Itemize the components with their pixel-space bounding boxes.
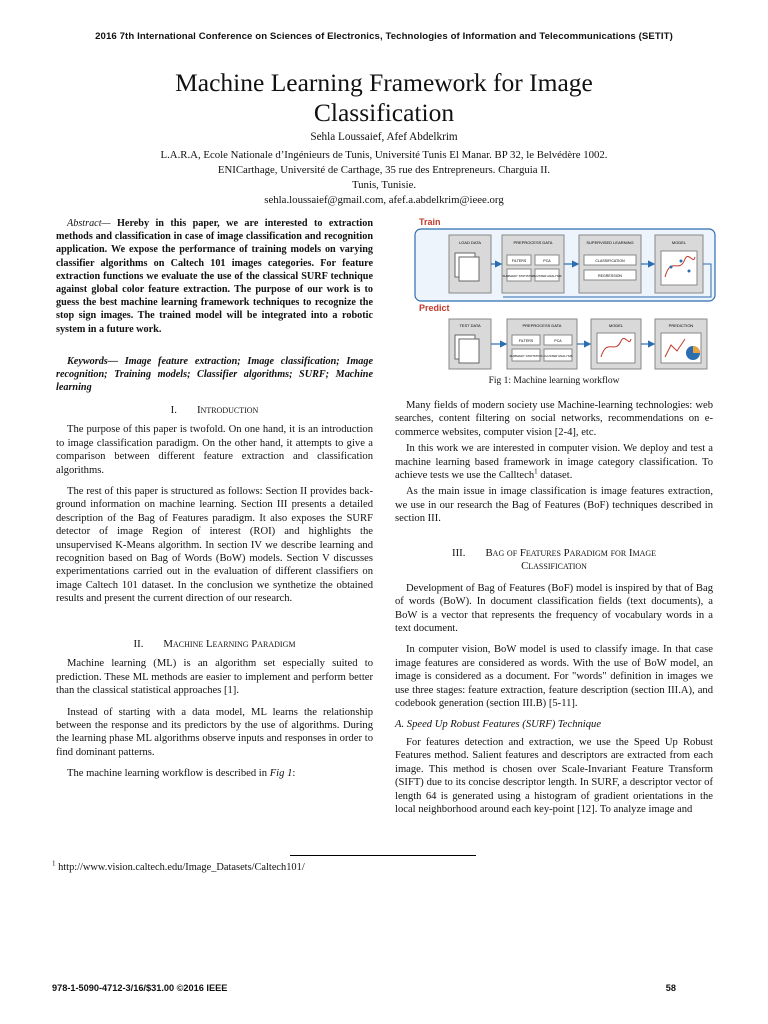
affiliation-3: Tunis, Tunisie. [351,179,417,191]
cluster-label: CLUSTER ANALYSIS [532,274,562,278]
predict-label: Predict [419,303,450,313]
figure-ml-workflow [413,215,717,372]
paragraph: The purpose of this paper is twofold. On one hand, it is an introduction to image classification paradigm. On the other hand, it attempts to give a comparison between different feature extraction and classification algorithms. [56,424,373,476]
section-introduction [56,404,373,612]
paragraph-end: : [292,768,296,780]
regression-label: REGRESSION [598,274,622,278]
affiliation-1: L.A.R.A, Ecole Nationale d’Ingénieurs de Tunis, Université Tunis El Manar. BP 32, le Belvédère 1002. [160,149,608,161]
paragraph: Instead of starting with a data model, ML learns the relationship between the response and its predictors by the use of algorithms. During the learning phase ML algorithms observe inputs and responses in order to find dominant patterns. [56,706,373,758]
section-number: I. [170,404,177,416]
section-heading-3 [395,547,713,574]
paragraph: Machine learning (ML) is an algorithm set especially suited to prediction. These ML methods are easier to implement and perform better than the classical statistical approaches [1]. [56,658,373,697]
footnote-number: 1 [52,859,56,868]
predict-filters-label: FILTERS [518,339,534,343]
paragraph [56,767,373,780]
paragraph-text: In this work we are interested in computer vision. We deploy and test a machine learning based framework in image category classification. To achieve tests we use the Calltech [395,443,713,482]
section-ml-paradigm [56,638,373,787]
author-emails: sehla.loussaief@gmail.com, afef.a.abdelkrim@ieee.org [264,194,504,206]
subsection-heading-a: A. Speed Up Robust Features (SURF) Technique [395,719,602,731]
paragraph: Many fields of modern society use Machine-learning technologies: web searches, content filtering on social networks, recommendations on e-commerce websites, computer vision [2-4], etc. [395,400,713,438]
filters-label: FILTERS [511,259,527,263]
paragraph [395,442,713,482]
predict-summary-label: SUMMARY STATISTICS [509,354,543,358]
isbn-copyright: 978-1-5090-4712-3/16/$31.00 ©2016 IEEE [52,983,228,993]
affiliations [0,148,768,208]
predict-cluster-label: CLUSTER ANALYSIS [543,354,573,358]
paragraph: In computer vision, BoW model is used to classify image. In that case image features are considered as words. With the use of BoW model, an image is considered as a document. For "words" definition in images we use three stages: feature extraction, feature description (section III.A), and codebook generation (section III.B) [5-11]. [395,644,713,710]
abstract-label: Abstract— [67,218,111,229]
predict-preprocess-label: PREPROCESS DATA [522,323,562,328]
workflow-diagram [413,215,717,372]
predict-pca-label: PCA [554,339,562,343]
pca-label: PCA [543,259,551,263]
title-line-2: Classification [313,98,455,127]
test-data-label: TEST DATA [459,323,481,328]
preprocess-label: PREPROCESS DATA [513,240,553,245]
paragraph: For features detection and extraction, we use the Speed Up Robust Features method. Salient features and descriptors are extracted from each image. This method is chosen over Scale-Invariant Feature Transform (SIFT) due to its concise descriptor length. In SURF, a descriptor vector of length 64 is generated using a histogram of gradient orientations in the local neighborhood around each key-point [12]. To analyze image and [395,736,713,815]
train-label: Train [419,217,441,227]
paragraph: The rest of this paper is structured as follows: Section II provides back-ground information on machine learning. Section III presents a detailed description of the Bag of Features paradigm. It also exposes the SURF detector of image Region of interest (ROI) and highlights the unsupervised K-Means algorithm. In section IV we describe learning and recognition based on Bag of Words (BoW) models. Section V discusses experimentations carried out in the evaluation of different classifiers on image Caltech 101 dataset. In the conclusion we synthetize the obtained results and present the current direction of our research. [56,486,373,605]
classification-label: CLASSIFICATION [595,259,625,263]
page-footer [52,983,676,993]
footnote-url[interactable]: http://www.vision.caltech.edu/Image_Datasets/Caltech101/ [55,862,305,873]
data-icon [459,257,479,281]
footnote [52,859,305,873]
keywords-text: Keywords— Image feature extraction; Image classification; Image recognition; Training models; Classifier algorithms; SURF; Machine learning [56,356,373,394]
section-bof-paradigm [395,547,713,822]
section-number: III. [451,547,466,559]
section-title: Machine Learning Paradigm [163,638,296,650]
section-heading-1 [56,404,373,417]
conference-header: 2016 7th International Conference on Sciences of Electronics, Technologies of Information and Telecommunications (SETIT) [95,31,673,42]
page-number: 58 [665,983,676,993]
section-title-line-1: Bag of Features Paradigm for Image [485,547,657,559]
section-title-line-2: Classification [521,560,587,573]
footnote-mark[interactable]: 1 [534,467,538,476]
load-data-label: LOAD DATA [458,240,482,245]
section-number: II. [133,638,144,650]
paragraph: Development of Bag of Features (BoF) model is inspired by that of Bag of words (BoW). In document classification fields (text documents), a BoW is a vector that represents the frequency of vocabulary words in a text document. [395,582,713,635]
prediction-label: PREDICTION [668,323,694,328]
model-label: MODEL [671,240,687,245]
section-title: Introduction [196,404,259,416]
summary-label: SUMMARY STATISTICS [502,274,536,278]
affiliation-2: ENICarthage, Université de Carthage, 35 rue des Entrepreneurs. Charguia II. [217,164,551,176]
authors: Sehla Loussaief, Afef Abdelkrim [310,131,458,143]
section-heading-2 [56,638,373,651]
paragraph: As the main issue in image classification is image features extraction, we use in our research the Bag of Features (BoF) techniques described in section III. [395,486,713,525]
right-column-intro [395,399,713,532]
footnote-divider [290,855,476,856]
predict-model-label: MODEL [608,323,624,328]
title-line-1: Machine Learning Framework for Image [175,68,593,97]
figure-caption: Fig 1: Machine learning workflow [488,376,620,386]
keywords [56,355,373,401]
paragraph-end: dataset. [537,470,573,482]
supervised-label: SUPERVISED LEARNING [586,240,634,245]
figure-reference[interactable]: Fig 1 [269,768,293,780]
abstract [56,217,373,342]
paper-title [60,68,708,128]
abstract-text: Hereby in this paper, we are interested to extraction methods and classification in case of image classification and recognition application. We expose the performance of training models on varying classifier algorithms on Caltech 101 images categories. For feature extraction functions we evaluate the use of the classical SURF technique against global color feature extraction. The purpose of our work is to guess the best machine learning framework techniques to recognize the stop sign images. The trained model will be integrated into a robotic system in a future work. [56,218,373,335]
paragraph-text: The machine learning workflow is described in [67,768,270,780]
